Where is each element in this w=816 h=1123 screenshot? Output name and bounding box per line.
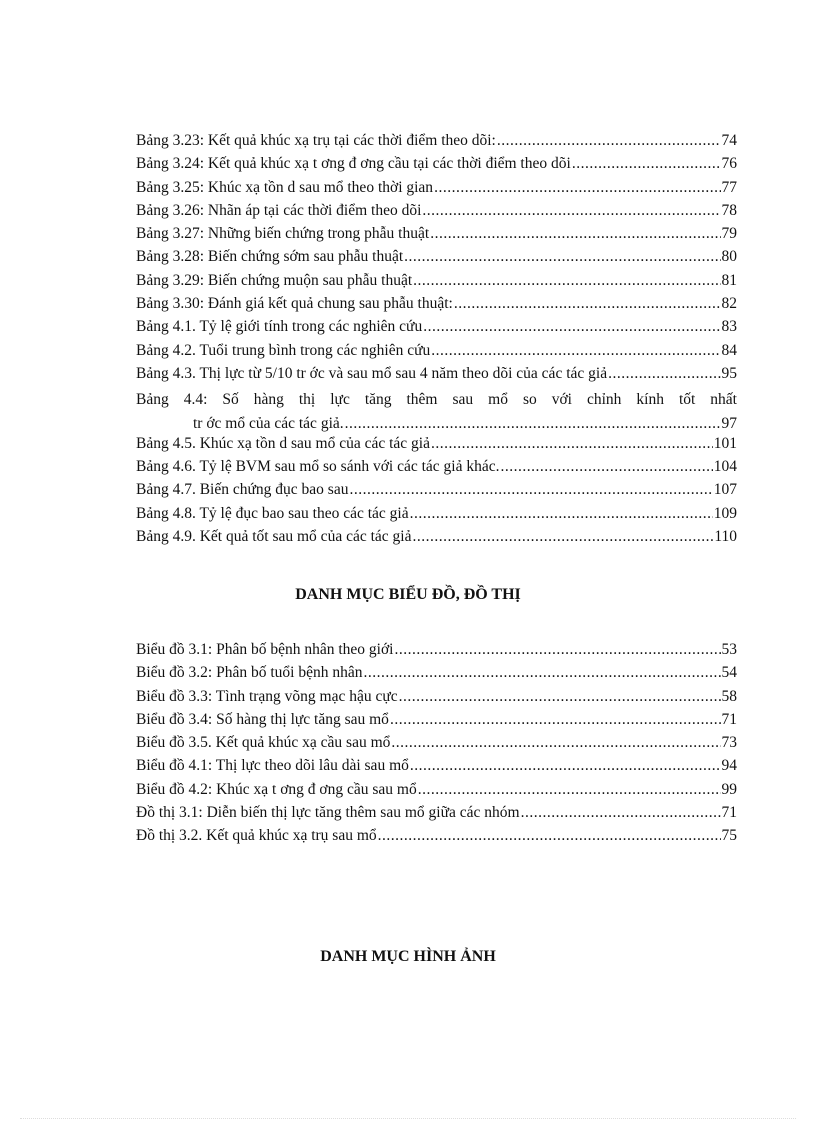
toc-entry[interactable]: Biểu đồ 3.4: Số hàng thị lực tăng sau mổ ..... 71 — [136, 711, 737, 734]
toc-entry[interactable]: Bảng 4.3. Thị lực từ 5/10 tr ớc và sau mổ sau 4 năm theo dõi của các tác giả ..... 95 — [136, 365, 737, 388]
toc-entry[interactable]: Biểu đồ 4.2: Khúc xạ t ơng đ ơng cầu sau mổ ..... 99 — [136, 781, 737, 804]
toc-entry[interactable]: Bảng 3.23: Kết quả khúc xạ trụ tại các thời điểm theo dõi: ..... 74 — [136, 132, 737, 155]
table-list — [136, 132, 737, 551]
toc-entry[interactable]: Bảng 4.1. Tỷ lệ giới tính trong các nghiên cứu ..... 83 — [136, 318, 737, 341]
toc-entry[interactable]: Bảng 3.26: Nhãn áp tại các thời điểm theo dõi ..... 78 — [136, 202, 737, 225]
toc-entry[interactable]: Bảng 3.27: Những biến chứng trong phẫu thuật ..... 79 — [136, 225, 737, 248]
toc-entry[interactable]: Bảng 4.2. Tuổi trung bình trong các nghiên cứu ..... 84 — [136, 342, 737, 365]
page-bottom-rule — [20, 1118, 796, 1119]
toc-entry[interactable]: Bảng 4.7. Biến chứng đục bao sau ..... 107 — [136, 481, 737, 504]
toc-entry[interactable]: Đồ thị 3.1: Diễn biến thị lực tăng thêm sau mổ giữa các nhóm ..... 71 — [136, 804, 737, 827]
toc-entry[interactable]: Bảng 3.24: Kết quả khúc xạ t ơng đ ơng cầu tại các thời điểm theo dõi ..... 76 — [136, 155, 737, 178]
toc-entry[interactable]: Bảng 3.28: Biến chứng sớm sau phẫu thuật ..... 80 — [136, 248, 737, 271]
toc-entry[interactable]: Bảng 4.5. Khúc xạ tồn d sau mổ của các tác giả ..... 101 — [136, 435, 737, 458]
toc-entry[interactable]: Đồ thị 3.2. Kết quả khúc xạ trụ sau mổ ..... 75 — [136, 827, 737, 850]
chart-list — [136, 641, 737, 851]
toc-entry[interactable]: Bảng 3.30: Đánh giá kết quả chung sau phẫu thuật: ..... 82 — [136, 295, 737, 318]
toc-entry[interactable]: Biểu đồ 4.1: Thị lực theo dõi lâu dài sau mổ ..... 94 — [136, 757, 737, 780]
toc-entry[interactable]: Biểu đồ 3.1: Phân bố bệnh nhân theo giới ..... 53 — [136, 641, 737, 664]
section-heading-images: DANH MỤC HÌNH ẢNH — [320, 948, 496, 965]
toc-entry-multiline[interactable]: Bảng 4.4: Số hàng thị lực tăng thêm sau mổ so với chỉnh kính tốt nhất tr ớc mổ của các tác giả. ..... 97 — [136, 388, 737, 435]
toc-entry[interactable]: Bảng 3.29: Biến chứng muộn sau phẫu thuật ..... 81 — [136, 272, 737, 295]
toc-entry[interactable]: Bảng 4.9. Kết quả tốt sau mổ của các tác giả ..... 110 — [136, 528, 737, 551]
toc-entry[interactable]: Bảng 3.25: Khúc xạ tồn d sau mổ theo thời gian ..... 77 — [136, 179, 737, 202]
toc-entry[interactable]: Biểu đồ 3.3: Tình trạng võng mạc hậu cực ..... 58 — [136, 688, 737, 711]
section-heading-charts: DANH MỤC BIỂU ĐỒ, ĐỒ THỊ — [295, 586, 521, 603]
toc-entry[interactable]: Bảng 4.8. Tỷ lệ đục bao sau theo các tác giả ..... 109 — [136, 505, 737, 528]
toc-entry[interactable]: Biểu đồ 3.5. Kết quả khúc xạ cầu sau mổ ..... 73 — [136, 734, 737, 757]
toc-entry[interactable]: Biểu đồ 3.2: Phân bố tuổi bệnh nhân ..... 54 — [136, 664, 737, 687]
toc-entry[interactable]: Bảng 4.6. Tỷ lệ BVM sau mổ so sánh với các tác giả khác. ..... 104 — [136, 458, 737, 481]
